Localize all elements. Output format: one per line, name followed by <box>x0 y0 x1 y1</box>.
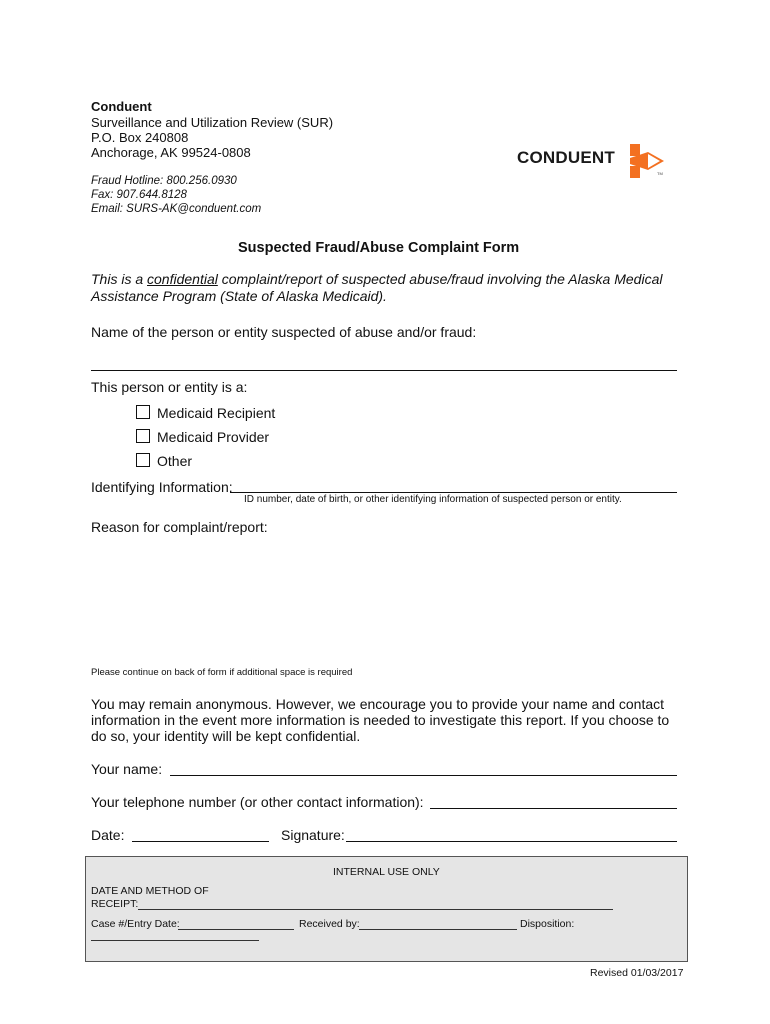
intro-paragraph: This is a confidential complaint/report of suspected abuse/fraud involving the Alaska Medical Assistance Program (State of Alaska Medicaid). <box>91 271 663 304</box>
other-label: Other <box>157 453 193 469</box>
conduent-logo-icon <box>626 142 670 180</box>
identifying-info-field[interactable] <box>230 492 677 493</box>
anonymity-notice: You may remain anonymous. However, we encourage you to provide your name and contact information in the event more information is needed to investigate this report. If you choose to do so, your identity will be kept confidential. <box>91 696 670 744</box>
your-name-label: Your name: <box>91 761 163 777</box>
logo-wordmark: CONDUENT <box>517 148 615 167</box>
medicaid-provider-checkbox[interactable] <box>136 429 150 443</box>
continue-note: Please continue on back of form if additional space is required <box>91 667 353 678</box>
revision-date: Revised 01/03/2017 <box>590 967 684 979</box>
reason-textarea[interactable] <box>91 540 677 660</box>
org-name: Conduent <box>91 99 152 114</box>
your-name-field[interactable] <box>170 775 677 776</box>
other-checkbox[interactable] <box>136 453 150 467</box>
signature-field[interactable] <box>346 841 677 842</box>
city-state-zip: Anchorage, AK 99524-0808 <box>91 145 251 160</box>
receipt-label: RECEIPT: <box>91 898 139 910</box>
received-by-label: Received by: <box>299 918 360 930</box>
confidential-emphasis: confidential <box>147 271 218 287</box>
fax-number: Fax: 907.644.8128 <box>91 189 187 201</box>
department: Surveillance and Utilization Review (SUR) <box>91 115 334 130</box>
email-address: Email: SURS-AK@conduent.com <box>91 203 262 215</box>
identifying-info-label: Identifying Information: <box>91 479 233 495</box>
suspect-name-field[interactable] <box>91 370 677 371</box>
fraud-hotline: Fraud Hotline: 800.256.0930 <box>91 175 237 187</box>
receipt-field[interactable] <box>138 909 613 910</box>
phone-field[interactable] <box>430 808 677 809</box>
identifying-info-hint: ID number, date of birth, or other identifying information of suspected person or entity. <box>244 494 622 505</box>
date-field[interactable] <box>132 841 269 842</box>
disposition-field[interactable] <box>91 940 259 941</box>
case-entry-field[interactable] <box>178 929 294 930</box>
disposition-label: Disposition: <box>520 918 575 930</box>
medicaid-recipient-checkbox[interactable] <box>136 405 150 419</box>
date-label: Date: <box>91 827 125 843</box>
suspect-name-prompt: Name of the person or entity suspected of abuse and/or fraud: <box>91 324 477 340</box>
conduent-logo <box>517 148 615 168</box>
internal-use-box <box>85 856 688 962</box>
internal-use-heading: INTERNAL USE ONLY <box>333 866 440 878</box>
entity-type-prompt: This person or entity is a: <box>91 379 248 395</box>
date-method-label: DATE AND METHOD OF <box>91 885 209 897</box>
medicaid-provider-label: Medicaid Provider <box>157 429 270 445</box>
signature-label: Signature: <box>281 827 345 843</box>
po-box: P.O. Box 240808 <box>91 130 189 145</box>
logo-trademark: TM <box>657 171 663 176</box>
case-entry-label: Case #/Entry Date: <box>91 918 180 930</box>
phone-label: Your telephone number (or other contact information): <box>91 794 424 810</box>
received-by-field[interactable] <box>359 929 517 930</box>
form-title: Suspected Fraud/Abuse Complaint Form <box>238 240 520 256</box>
reason-label: Reason for complaint/report: <box>91 519 268 535</box>
medicaid-recipient-label: Medicaid Recipient <box>157 405 276 421</box>
